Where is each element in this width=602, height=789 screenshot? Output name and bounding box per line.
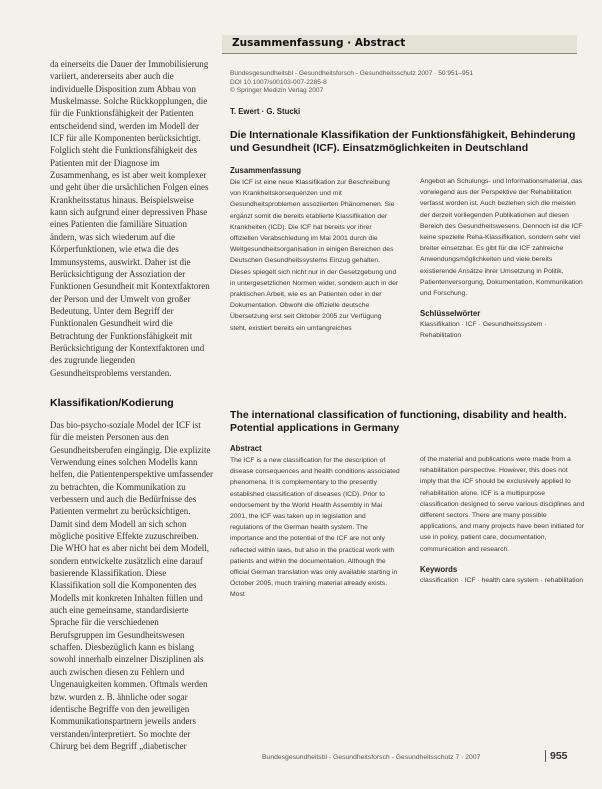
body-paragraph: Das bio-psycho-soziale Model der ICF ist für die meisten Personen aus den Gesundheitsberufen eingängig. Die explizite Verwendung eines solchen Modells kann helfen, die Patientenperspektive umfassender zu betrachten, die Kommunikation zu verbessern und auch die Bedürfnisse des Patienten vermehrt zu berücksichtigen. Damit sind dem Modell an sich schon mögliche positive Effekte zuzuschreiben. Die WHO hat es aber nicht bei dem Modell, sondern entwickelte zusätzlich eine darauf basierende Klassifikation. Diese Klassifikation soll die Komponenten des Modells mit konkreten Inhalten füllen und auch eine gemeinsame, standardisierte Sprache für die verschiedenen Berufsgruppen im Gesundheitswesen schaffen. Diesbezüglich kann es bislang sowohl innerhalb einzelner Disziplinen als auch zwischen diesen zu Fehlern und Ungenauigkeiten kommen. Oftmals werden bzw. wurden z. B. ähnliche oder sogar identische Begriffe von den jeweiligen Kommunikationspartnern jeweils anders verstanden/interpretiert. So mochte der Chirurg bei dem Begriff „diabetischer: [50, 419, 213, 751]
abstract-left-column: [230, 444, 400, 601]
abstract-text: The ICF is a new classification for the description of disease consequences and health conditions associated phenomena. It is complementary to the presently established classification of diseases (ICD). Prior to endorsement by the World Health Assembly in Mai 2001, the ICF was taken up in legislation and regulations of the German health system. The importance and the potential of the ICF are not only reflected within laws, but also in the practical work with patients and within the documentation. Although the official German translation was only available starting in October 2005, much training material already exists. Most: [230, 457, 400, 599]
page-number-divider: [545, 750, 546, 762]
article-title-en: The international classification of functioning, disability and health. Potential applications in Germany: [230, 409, 567, 434]
copyright-line: © Springer Medizin Verlag 2007: [230, 87, 324, 94]
keywords-en: classification · ICF · health care system · rehabilitation: [420, 576, 584, 584]
abstract-text: of the material and publications were made from a rehabilitation perspective. However, this does not imply that the ICF should be exclusively applied to rehabilitation alone. ICF is a multipurpose classification designed to serve various disciplines and different sectors. There are many possible applications, and many projects have been initiated for use in policy, patient care, documentation, communication and research.: [420, 456, 585, 553]
summary-heading: Zusammenfassung: [230, 166, 302, 175]
summary-right-column: [420, 176, 585, 342]
page-number: 955: [550, 750, 568, 762]
footer-journal: Bundesgesundheitsbl - Gesundheitsforsch - Gesundheitsschutz 7 · 2007: [262, 754, 481, 761]
keywords-heading-de: Schlüsselwörter: [420, 309, 481, 319]
article-meta: [230, 70, 530, 96]
keywords-de: Klassifikation · ICF · Gesundheitssystem · Rehabilitation: [420, 321, 547, 340]
body-paragraph: da einerseits die Dauer der Immobilisierung variiert, andererseits aber auch die individuelle Disposition zum Abbau von Muskelmasse. Solche Rückkopplungen, die für die Funktionsfähigkeit der Patienten entscheidend sind, werden im Modell der ICF für alle Komponenten berücksichtigt. Folglich steht die Funktionsfähigkeit des Patienten mit der Diagnose im Zusammenhang, es ist aber weit komplexer und geht über die ursächlichen Folgen eines Krankheitsstatus hinaus. Beispielsweise kann sich aufgrund einer depressiven Phase eines Patienten die familiäre Situation ändern, was sich wiederum auf die Körperfunktionen, wie etwa die des Immunsystems, auswirkt. Daher ist die Berücksichtigung der Assoziation der Funktionen Gesundheit mit Kontextfaktoren der Person und der Umwelt von großer Bedeutung. Unter dem Begriff der Funktionalen Gesundheit wird die Betrachtung der Funktionsfähigkeit mit Berücksichtigung der Kontextfaktoren und des zugrunde liegenden Gesundheitsproblems verstanden.: [50, 59, 210, 378]
section-header-title: Zusammenfassung · Abstract: [232, 37, 406, 49]
abstract-heading: Abstract: [230, 444, 262, 453]
abstract-right-column: [420, 454, 585, 586]
summary-text: Die ICF ist eine neue Klassifikation zur Beschreibung von Krankheitskorsequenzen und mit Gesundheitsproblemen assoziierten Phänomenen. Sie ergänzt somit die bereits etablierte Klassifikation der Krankheiten (ICD). Die ICF hat bereits vor ihrer offiziellen Verabschiedung im Mai 2001 durch die Weltgesundheitsorganisation in einigen Bereichen des Deutschen Gesundheitssystems Einzug gehalten. Dieses spiegelt sich nicht nur in der Gesetzgebung und in untergesetzlichen Normen wider, sondern auch in der praktischen Arbeit, wie es an Patienten oder in der Dokumentation. Obwohl die offizielle deutsche Übersetzung erst seit Oktober 2005 zur Verfügung steht, existiert bereits ein umfangreiches: [230, 179, 399, 332]
section-heading: Klassifikation/Kodierung: [50, 396, 174, 409]
doi-line: DOI 10.1007/s00103-007-2285-8: [230, 78, 327, 86]
keywords-heading-en: Keywords: [420, 564, 458, 574]
article-title-de: Die Internationale Klassifikation der Funktionsfähigkeit, Behinderung und Gesundheit (ICF). Einsatzmöglichkeiten in Deutschland: [230, 129, 576, 154]
authors: T. Ewert · G. Stucki: [230, 107, 301, 116]
summary-text: Angebot an Schulungs- und Informationsmaterial, das vorwiegend aus der Perspektive der Rehabilitation verfasst worden ist. Auch beziehen sich die meisten der derzeit vorliegenden Publikationen auf diesen Bereich des Gesundheitswesens. Dennoch ist die ICF keine spezielle Reha-Klassifikation, sondern sehr viel breiter einsetzbar. Es gibt für die ICF zahlreiche Anwendungsmöglichkeiten und viele bereits existierende Ansätze ihrer Umsetzung in Politik, Patientenversorgung, Dokumentation, Kommunikation und Forschung.: [420, 178, 583, 298]
journal-citation: Bundesgesundheitsbl - Gesundheitsforsch - Gesundheitsschutz 2007 · 50:951–951: [230, 70, 474, 77]
left-column: [50, 58, 213, 752]
summary-left-column: [230, 166, 400, 334]
